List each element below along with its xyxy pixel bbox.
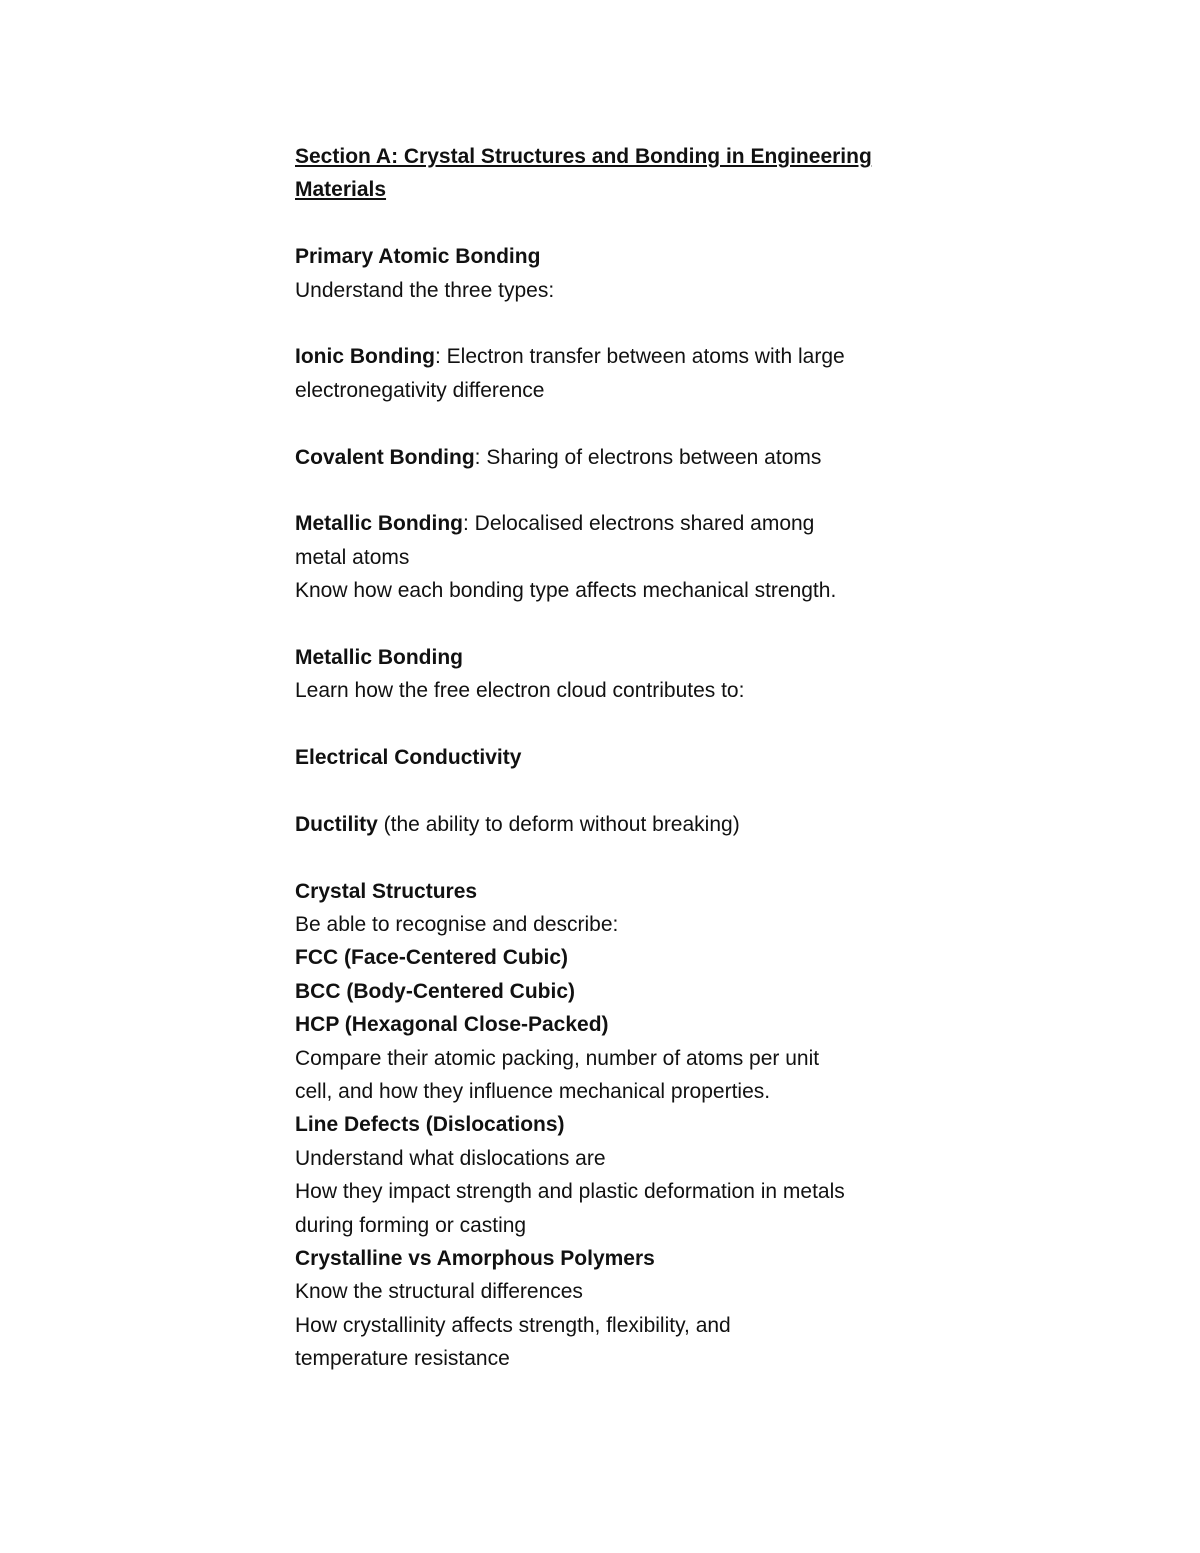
metallic-bonding-desc: : Delocalised electrons shared among — [463, 512, 815, 536]
hcp-text: HCP (Hexagonal Close-Packed) — [295, 1013, 609, 1037]
covalent-bonding-term: Covalent Bonding — [295, 445, 475, 469]
metallic-bonding-line-1 — [295, 507, 935, 540]
metallic-bonding-heading-text: Metallic Bonding — [295, 645, 463, 669]
fcc-text: FCC (Face-Centered Cubic) — [295, 946, 569, 970]
line-defects-point-2-line-1: How they impact strength and plastic deformation in metals — [295, 1180, 845, 1204]
spacer — [295, 474, 935, 507]
compare-line-1: Compare their atomic packing, number of atoms per unit — [295, 1046, 820, 1070]
spacer — [295, 774, 935, 807]
crystal-structures-heading — [295, 875, 935, 908]
bcc-text: BCC (Body-Centered Cubic) — [295, 979, 576, 1003]
ionic-bonding-line-1 — [295, 340, 935, 373]
ionic-bonding-line-2: electronegativity difference — [295, 378, 545, 402]
section-title-line-2: Materials — [295, 178, 387, 202]
bonding-summary: Know how each bonding type affects mechanical strength. — [295, 579, 837, 603]
fcc-item — [295, 941, 935, 974]
spacer — [295, 407, 935, 440]
primary-bonding-heading-text: Primary Atomic Bonding — [295, 245, 541, 269]
polymers-heading — [295, 1242, 935, 1275]
crystal-structures-intro: Be able to recognise and describe: — [295, 912, 619, 936]
primary-bonding-intro: Understand the three types: — [295, 278, 555, 302]
section-title-line-1: Section A: Crystal Structures and Bonding in Engineering — [295, 145, 872, 168]
polymers-point-2-line-2: temperature resistance — [295, 1347, 510, 1371]
spacer — [295, 607, 935, 640]
covalent-bonding-desc: : Sharing of electrons between atoms — [474, 445, 822, 469]
covalent-bonding-line — [295, 441, 935, 474]
electrical-conductivity-text: Electrical Conductivity — [295, 746, 522, 770]
line-defects-heading-text: Line Defects (Dislocations) — [295, 1113, 565, 1137]
ionic-bonding-term: Ionic Bonding — [295, 345, 435, 369]
polymers-heading-text: Crystalline vs Amorphous Polymers — [295, 1246, 655, 1270]
ionic-bonding-desc: : Electron transfer between atoms with large — [434, 345, 845, 369]
metallic-bonding-intro: Learn how the free electron cloud contributes to: — [295, 679, 745, 703]
ductility-line — [295, 808, 935, 841]
bcc-item — [295, 975, 935, 1008]
spacer — [295, 207, 935, 240]
compare-line-2: cell, and how they influence mechanical properties. — [295, 1079, 771, 1103]
spacer — [295, 708, 935, 741]
polymers-point-2-line-1: How crystallinity affects strength, flexibility, and — [295, 1313, 731, 1337]
ductility-desc: (the ability to deform without breaking) — [377, 812, 740, 836]
crystal-structures-heading-text: Crystal Structures — [295, 879, 478, 903]
hcp-item — [295, 1008, 935, 1041]
electrical-conductivity — [295, 741, 935, 774]
line-defects-point-1: Understand what dislocations are — [295, 1146, 606, 1170]
spacer — [295, 307, 935, 340]
ductility-term: Ductility — [295, 812, 378, 836]
metallic-bonding-line-2: metal atoms — [295, 545, 410, 569]
metallic-bonding-heading — [295, 641, 935, 674]
document-page — [295, 140, 935, 1375]
line-defects-heading — [295, 1108, 935, 1141]
spacer — [295, 841, 935, 874]
line-defects-point-2-line-2: during forming or casting — [295, 1213, 527, 1237]
primary-bonding-heading — [295, 240, 935, 273]
metallic-bonding-term: Metallic Bonding — [295, 512, 463, 536]
polymers-point-1: Know the structural differences — [295, 1280, 583, 1304]
